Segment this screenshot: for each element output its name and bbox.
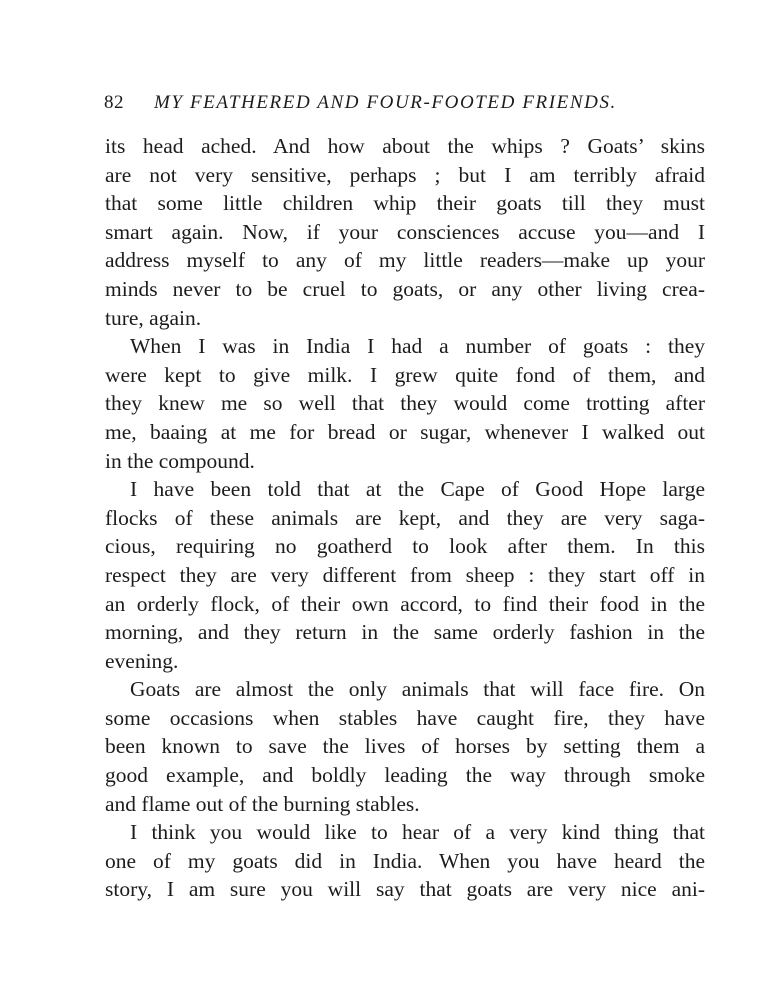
page-number: 82 xyxy=(104,92,124,113)
text-line: some occasions when stables have caught fire, they have xyxy=(105,705,705,730)
text-line: and flame out of the burning stables. xyxy=(105,791,420,816)
text-line: in the compound. xyxy=(105,448,255,473)
text-line: ture, again. xyxy=(105,305,202,330)
paragraph xyxy=(105,675,705,818)
text-line: When I was in India I had a number of goats : they xyxy=(130,334,705,359)
text-line: cious, requiring no goatherd to look after them. In this xyxy=(105,534,705,559)
paragraph xyxy=(105,475,705,675)
text-line: were kept to give milk. I grew quite fond of them, and xyxy=(105,362,705,387)
text-line: I think you would like to hear of a very kind thing that xyxy=(130,820,705,845)
text-line: are not very sensitive, perhaps ; but I am terribly afraid xyxy=(105,162,705,187)
text-line: its head ached. And how about the whips ? Goats’ skins xyxy=(105,134,705,158)
text-line: minds never to be cruel to goats, or any other living crea- xyxy=(105,276,705,301)
text-line: they knew me so well that they would come trotting after xyxy=(105,391,705,416)
paragraph xyxy=(105,132,705,332)
paragraph xyxy=(105,818,705,904)
running-title: MY FEATHERED AND FOUR-FOOTED FRIENDS. xyxy=(154,92,617,113)
text-line: story, I am sure you will say that goats are very nice ani- xyxy=(105,877,705,902)
body-text xyxy=(105,132,705,904)
text-line: evening. xyxy=(105,648,179,673)
text-line: good example, and boldly leading the way through smoke xyxy=(105,763,705,788)
text-line: flocks of these animals are kept, and they are very saga- xyxy=(105,505,705,530)
text-line: one of my goats did in India. When you have heard the xyxy=(105,848,705,873)
running-head xyxy=(104,92,704,120)
text-line: been known to save the lives of horses by setting them a xyxy=(105,734,705,759)
text-line: respect they are very different from sheep : they start off in xyxy=(105,562,705,587)
text-line: smart again. Now, if your consciences accuse you—and I xyxy=(105,219,705,244)
text-line: that some little children whip their goats till they must xyxy=(105,191,705,216)
paragraph xyxy=(105,332,705,475)
text-line: morning, and they return in the same orderly fashion in the xyxy=(105,620,705,645)
text-line: me, baaing at me for bread or sugar, whenever I walked out xyxy=(105,419,705,444)
text-line: address myself to any of my little readers—make up your xyxy=(105,248,705,273)
text-line: I have been told that at the Cape of Good Hope large xyxy=(130,477,705,502)
text-line: an orderly flock, of their own accord, to find their food in the xyxy=(105,591,705,616)
text-line: Goats are almost the only animals that will face fire. On xyxy=(130,677,705,702)
